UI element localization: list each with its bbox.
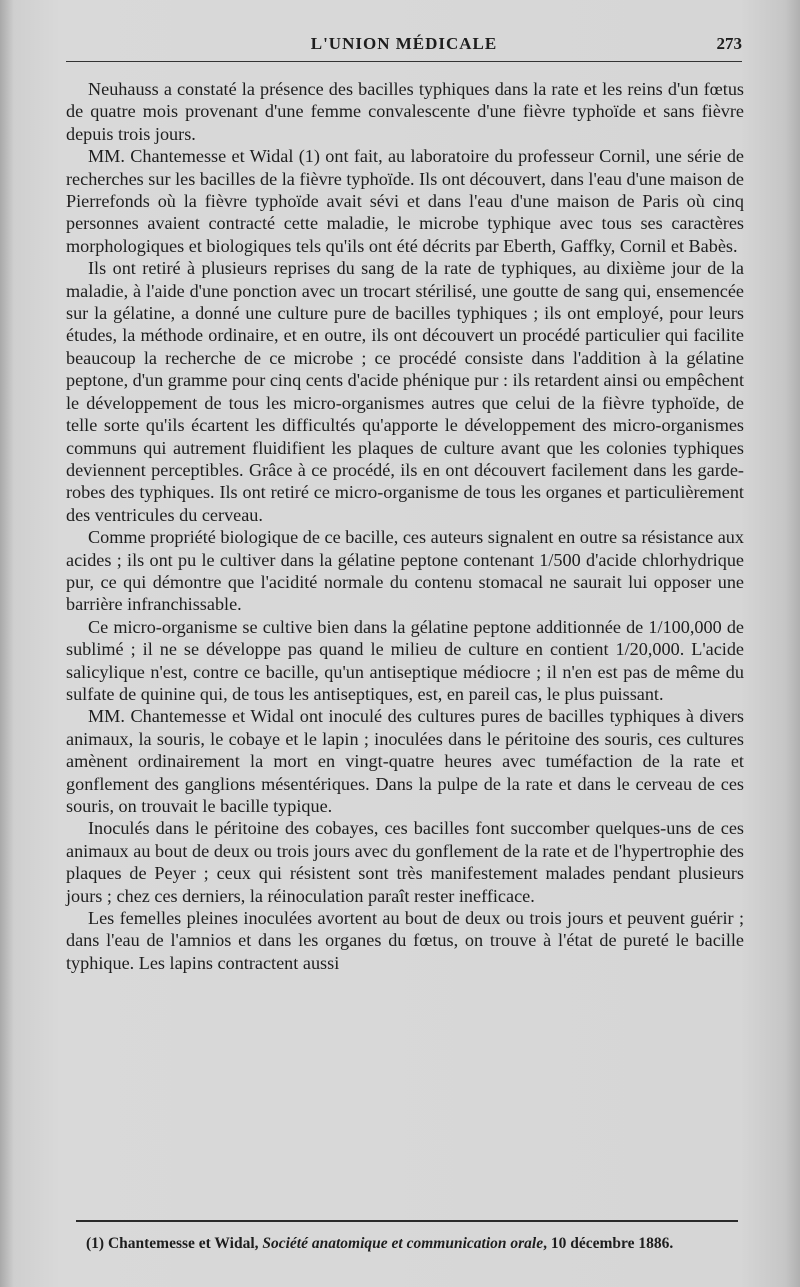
header-rule — [66, 61, 742, 62]
page-header — [66, 34, 742, 70]
running-title: L'UNION MÉDICALE — [310, 34, 498, 53]
body-text — [66, 78, 744, 974]
footnote-rule — [76, 1220, 738, 1222]
paragraph: Ils ont retiré à plusieurs reprises du sang de la rate de typhiques, au dixième jour de la maladie, à l'aide d'une ponction avec un trocart stérilisé, une goutte de sang qui, ensemencée sur la gélatine, a donné une culture pure de bacilles typhiques ; ils ont employé, pour leurs études, la méthode ordinaire, et en outre, ils ont découvert un procédé particulier qui facilite beaucoup la recherche de ce microbe ; ce procédé consiste dans l'addition à la gélatine peptone, d'un gramme pour cinq cents d'acide phénique pur : ils retardent ainsi ou empêchent le développement de tous les micro-organismes autres que celui de la fièvre typhoïde, de telle sorte qu'ils écartent les difficultés qu'apporte le développement des micro-organismes communs qui autrement fluidifient les plaques de culture avant que les colonies typhiques deviennent perceptibles. Grâce à ce procédé, ils en ont découvert facilement dans les garde-robes des typhiques. Ils ont retiré ce micro-organisme de tous les organes et particulièrement des ventricules du cerveau. — [66, 258, 744, 525]
footnote-marker: (1) Chantemesse et Widal, — [86, 1235, 263, 1252]
page-number: 273 — [716, 34, 742, 53]
footnote — [86, 1234, 744, 1254]
paragraph: Neuhauss a constaté la présence des bacilles typhiques dans la rate et les reins d'un fœtus de quatre mois provenant d'une femme convalescente d'une fièvre typhoïde et sans fièvre depuis trois jours. — [66, 79, 744, 144]
footnote-source: Société anatomique et communication orale — [262, 1235, 544, 1252]
footnote-date: , 10 décembre 1886. — [543, 1235, 674, 1252]
paragraph: MM. Chantemesse et Widal (1) ont fait, au laboratoire du professeur Cornil, une série de recherches sur les bacilles de la fièvre typhoïde. Ils ont découvert, dans l'eau d'une maison de Pierrefonds où la fièvre typhoïde avait sévi et dans l'eau d'une maison de Paris où cinq personnes avaient contracté cette maladie, le microbe typhique avec tous ses caractères morphologiques et biologiques tels qu'ils ont été décrits par Eberth, Gaffky, Cornil et Babès. — [66, 146, 744, 256]
paragraph: Les femelles pleines inoculées avortent au bout de deux ou trois jours et peuvent guérir ; dans l'eau de l'amnios et dans les organes du fœtus, on trouve à l'état de pureté le bacille typhique. Les lapins contractent aussi — [66, 908, 744, 973]
paragraph: Inoculés dans le péritoine des cobayes, ces bacilles font succomber quelques-uns de ces animaux au bout de deux ou trois jours avec du gonflement de la rate et de l'hypertrophie des plaques de Peyer ; ceux qui résistent sont très manifestement malades pendant plusieurs jours ; chez ces derniers, la réinoculation paraît rester inefficace. — [66, 818, 744, 906]
paragraph: MM. Chantemesse et Widal ont inoculé des cultures pures de bacilles typhiques à divers animaux, la souris, le cobaye et le lapin ; inoculées dans le péritoine des souris, ces cultures amènent ordinairement la mort en vingt-quatre heures avec tuméfaction de la rate et gonflement des ganglions mésentériques. Dans la pulpe de la rate et dans le cerveau de ces souris, on trouvait le bacille typique. — [66, 706, 744, 816]
paragraph: Comme propriété biologique de ce bacille, ces auteurs signalent en outre sa résistance aux acides ; ils ont pu le cultiver dans la gélatine peptone contenant 1/500 d'acide chlorhydrique pur, ce qui démontre que l'acidité normale du contenu stomacal ne saurait lui opposer une barrière infranchissable. — [66, 527, 744, 615]
paragraph: Ce micro-organisme se cultive bien dans la gélatine peptone additionnée de 1/100,000 de sublimé ; il ne se développe pas quand le milieu de culture en contient 1/20,000. L'acide salicylique n'est, contre ce bacille, qu'un antiseptique médiocre ; il n'en est pas de même du sulfate de quinine qui, de tous les antiseptiques, est, en pareil cas, le plus puissant. — [66, 616, 744, 704]
